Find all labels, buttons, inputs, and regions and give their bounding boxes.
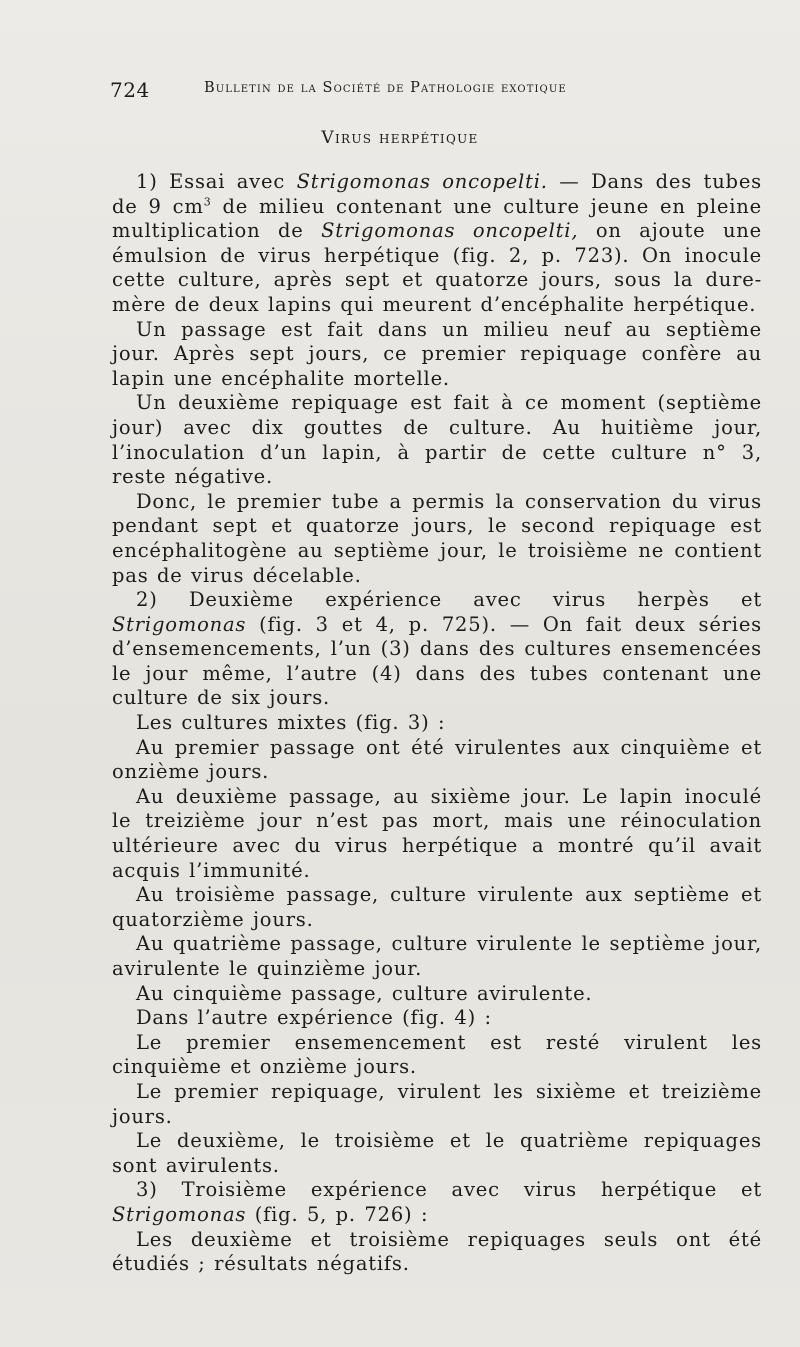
paragraph-2: Un passage est fait dans un milieu neuf au septième jour. Après sept jours, ce premier repiquage confère au lapin une encéphalite mortelle. xyxy=(112,317,762,390)
paragraph-5-rest: (fig. 3 et 4, p. 725). — On fait deux séries d’ensemencements, l’un (3) dans des cultures ensemencées le jour même, l’autre (4) dans des tubes contenant une culture de six jours. xyxy=(112,612,762,710)
paragraph-9: Au troisième passage, culture virulente aux septième et quatorzième jours. xyxy=(112,883,762,931)
paragraph-4: Donc, le premier tube a permis la conservation du virus pendant sept et quatorze jours, le second repiquage est encéphalitogène au septième jour, le troisième ne contient pas de virus décelable. xyxy=(112,489,762,587)
paragraph-14: Le premier repiquage, virulent les sixième et treizième jours. xyxy=(112,1079,762,1128)
paragraph-5-prefix: 2) Deuxième expérience avec virus herpès et xyxy=(136,588,762,612)
paragraph-16-prefix: 3) Troisième expérience avec virus herpétique et xyxy=(136,1178,762,1202)
paragraph-1-prefix: 1) Essai avec xyxy=(136,170,297,193)
species-name: Strigomonas oncopelti, xyxy=(321,219,579,243)
section-title: Virus herpétique xyxy=(321,128,479,148)
paragraph-1 xyxy=(112,170,762,318)
paragraph-17: Les deuxième et troisième repiquages seuls ont été étudiés ; résultats négatifs. xyxy=(112,1227,762,1276)
species-name: Strigomonas oncopelti. xyxy=(296,170,548,193)
paragraph-12: Dans l’autre expérience (fig. 4) : xyxy=(136,1006,492,1030)
paragraph-1-rest: on ajoute une émulsion de virus herpétique (fig. 2, p. 723). On inocule cette culture, après sept et quatorze jours, sous la dure-mère de deux lapins qui meurent d’encéphalite herpétique. xyxy=(112,219,762,316)
species-name: Strigomonas xyxy=(112,612,247,636)
paragraph-8: Au deuxième passage, au sixième jour. Le lapin inoculé le treizième jour n’est pas mort, mais une réinoculation ultérieure avec du virus herpétique a montré qu’il avait acquis l’immunité. xyxy=(112,784,762,882)
paragraph-16-rest: (fig. 5, p. 726) : xyxy=(246,1202,429,1226)
paragraph-5 xyxy=(112,588,762,711)
running-title: Bulletin de la Société de Pathologie exotique xyxy=(204,80,567,96)
paragraph-1-after: de milieu contenant une culture jeune en pleine multiplication de xyxy=(112,194,762,243)
page-number: 724 xyxy=(110,78,150,102)
paragraph-6: Les cultures mixtes (fig. 3) : xyxy=(136,711,446,735)
superscript: 3 xyxy=(203,195,212,209)
paragraph-3: Un deuxième repiquage est fait à ce moment (septième jour) avec dix gouttes de culture. Au huitième jour, l’inoculation d’un lapin, à partir de cette culture n° 3, reste négative. xyxy=(112,391,762,489)
article-body xyxy=(112,170,762,1277)
paragraph-1-mid: — Dans des tubes de 9 cm xyxy=(112,170,762,218)
paragraph-10: Au quatrième passage, culture virulente le septième jour, avirulente le quinzième jour. xyxy=(112,932,762,980)
paragraph-11: Au cinquième passage, culture avirulente. xyxy=(136,981,593,1005)
species-name: Strigomonas xyxy=(112,1202,247,1226)
page-header xyxy=(110,78,750,108)
paragraph-16 xyxy=(112,1178,762,1227)
paragraph-15: Le deuxième, le troisième et le quatrième repiquages sont avirulents. xyxy=(112,1129,762,1177)
paragraph-7: Au premier passage ont été virulentes aux cinquième et onzième jours. xyxy=(112,735,762,784)
paragraph-13: Le premier ensemencement est resté virulent les cinquième et onzième jours. xyxy=(112,1030,762,1079)
